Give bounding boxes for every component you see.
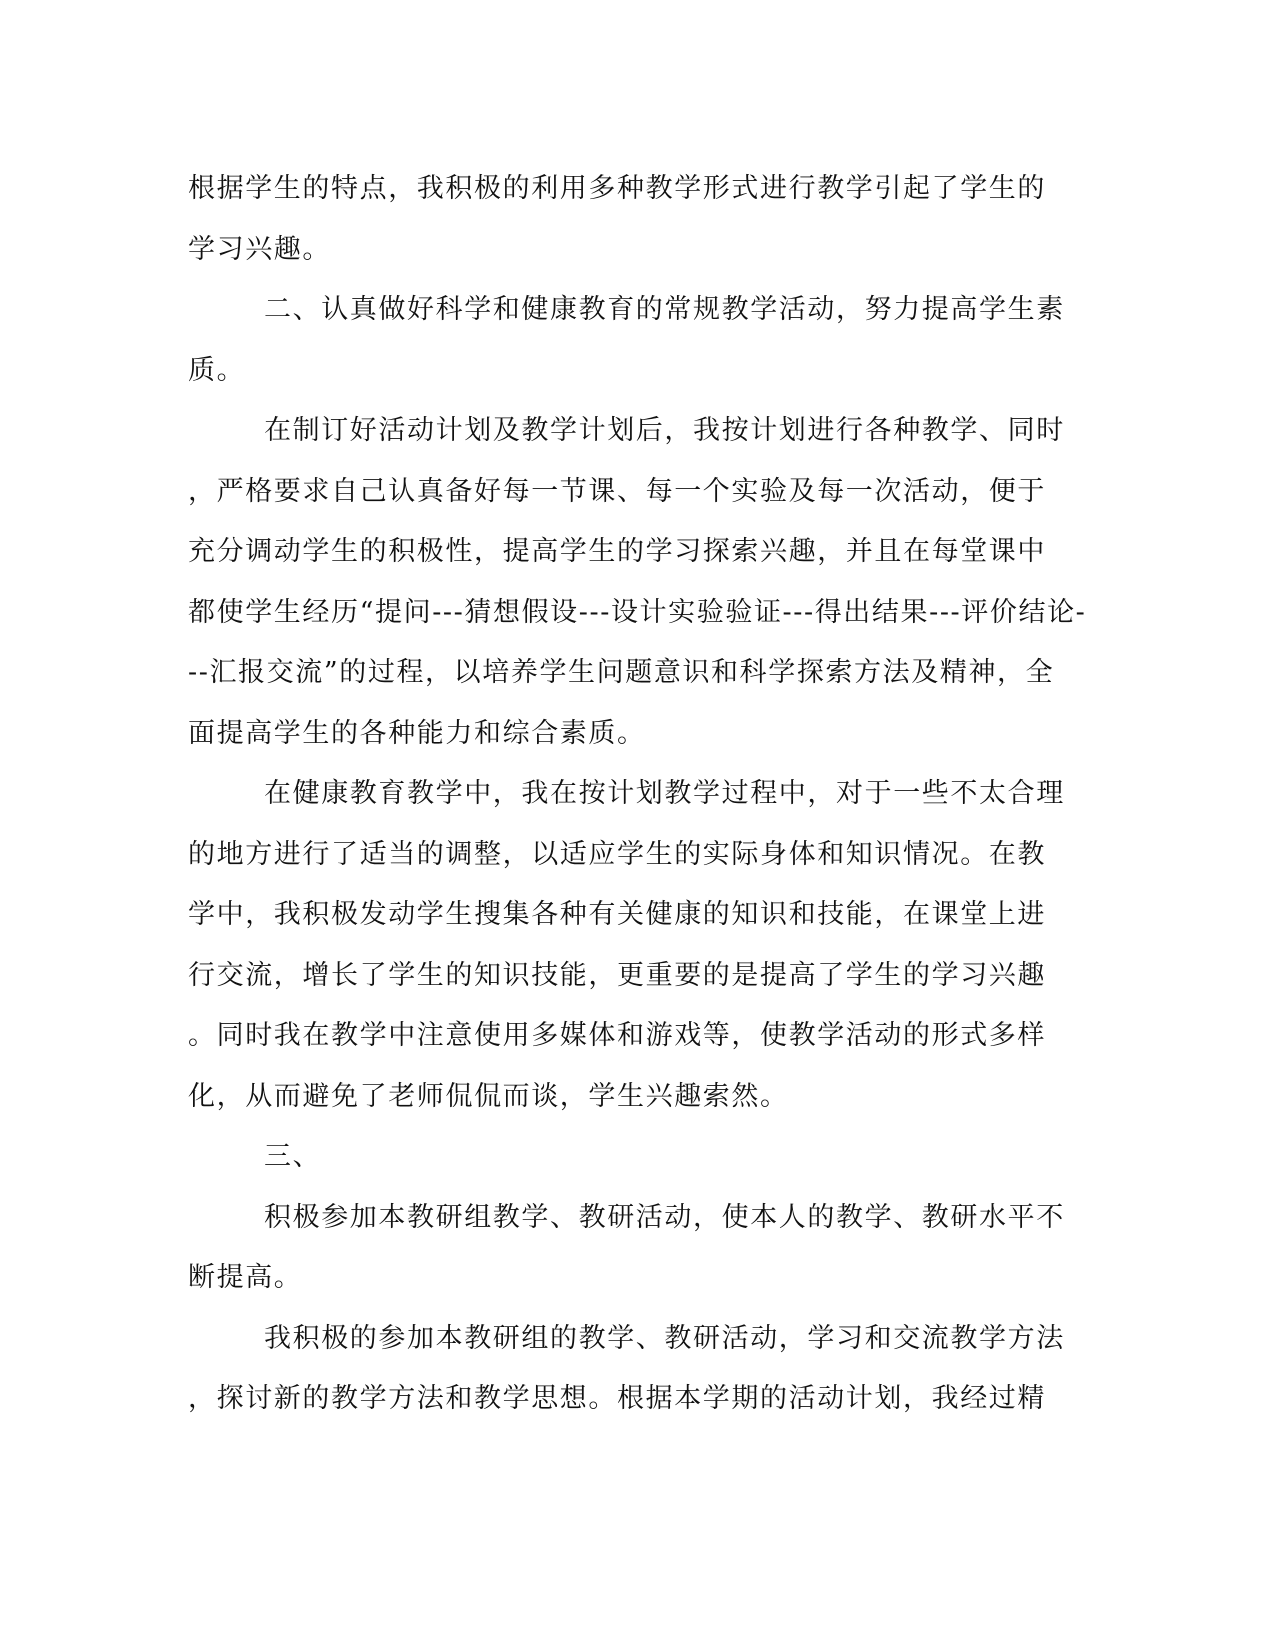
text-line: ，严格要求自己认真备好每一节课、每一个实验及每一次活动，便于 [188, 475, 1046, 507]
paragraph-p1 [188, 159, 1068, 280]
text-line: ，探讨新的教学方法和教学思想。根据本学期的活动计划，我经过精 [188, 1383, 1046, 1414]
text-line: 积极参加本教研组教学、教研活动，使本人的教学、教研水平不 [264, 1201, 1065, 1233]
text-line: --汇报交流”的过程，以培养学生问题意识和科学探索方法及精神，全 [188, 657, 1055, 688]
text-line: 我积极的参加本教研组的教学、教研活动，学习和交流教学方法 [264, 1322, 1065, 1354]
paragraph-p2 [188, 280, 1068, 401]
text-line: 面提高学生的各种能力和综合素质。 [188, 717, 646, 749]
text-line: 三、 [264, 1141, 322, 1172]
text-line: 都使学生经历“提问---猜想假设---设计实验验证---得出结果---评价结论- [188, 596, 1087, 628]
text-line: 充分调动学生的积极性，提高学生的学习探索兴趣，并且在每堂课中 [188, 536, 1046, 567]
paragraph-p4 [188, 764, 1068, 1127]
paragraph-p6 [188, 1188, 1068, 1309]
text-line: 的地方进行了适当的调整，以适应学生的实际身体和知识情况。在教 [188, 838, 1046, 870]
text-line: 。同时我在教学中注意使用多媒体和游戏等，使教学活动的形式多样 [188, 1020, 1046, 1051]
paragraph-p3 [188, 401, 1087, 764]
text-line: 在健康教育教学中，我在按计划教学过程中，对于一些不太合理 [264, 778, 1065, 809]
text-line: 学中，我积极发动学生搜集各种有关健康的知识和技能，在课堂上进 [188, 899, 1046, 930]
text-line: 行交流，增长了学生的知识技能，更重要的是提高了学生的学习兴趣 [188, 959, 1046, 991]
text-line: 质。 [188, 354, 246, 386]
text-line: 二、认真做好科学和健康教育的常规教学活动，努力提高学生素 [264, 294, 1065, 325]
document-body [188, 159, 1087, 1430]
text-line: 化，从而避免了老师侃侃而谈，学生兴趣索然。 [188, 1080, 789, 1112]
text-line: 学习兴趣。 [188, 233, 331, 265]
paragraph-p7 [188, 1309, 1068, 1430]
text-line: 在制订好活动计划及教学计划后，我按计划进行各种教学、同时 [264, 415, 1065, 446]
paragraph-p5 [188, 1127, 1068, 1188]
text-line: 根据学生的特点，我积极的利用多种教学形式进行教学引起了学生的 [188, 173, 1046, 204]
text-line: 断提高。 [188, 1262, 303, 1293]
